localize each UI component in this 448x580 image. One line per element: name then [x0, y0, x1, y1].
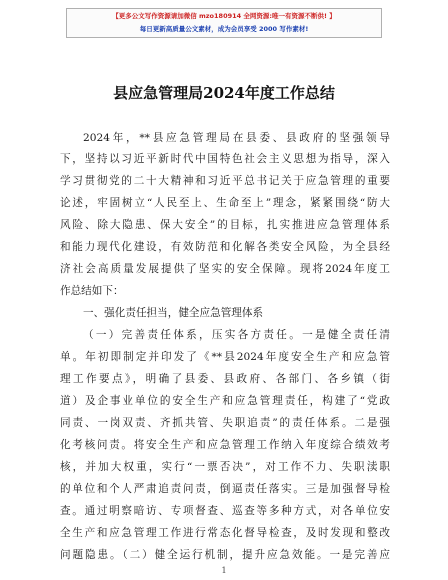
- body-line: 核，并加大权重，实行“一票否决”，对工作不力、失职渎职: [60, 461, 390, 473]
- body-line: 风险、除大隐患、保大安全”的目标，扎实推进应急管理体系: [60, 219, 390, 231]
- promo-banner: [66, 8, 382, 38]
- body-line: 道）及企事业单位的安全生产和应急管理责任，构建了“党政: [60, 395, 390, 407]
- body-line: 单。年初即制定并印发了《**县2024年度安全生产和应急管: [60, 351, 390, 363]
- promo-banner-line-1: 【更多公文写作资源请加微信 mzo180914 全网资源:唯一有资源不断供! 】: [112, 12, 336, 20]
- body-line: （一）完善责任体系，压实各方责任。一是健全责任清: [83, 329, 390, 341]
- section-heading: 一、强化责任担当，健全应急管理体系: [83, 307, 264, 319]
- body-line: 济社会高质量发展提供了坚实的安全保障。现将2024年度工: [60, 263, 390, 275]
- body-line: 化考核问责。将安全生产和应急管理工作纳入年度综合绩效考: [60, 439, 390, 451]
- body-line: 同责、一岗双责、齐抓共管、失职追责”的责任体系。二是强: [60, 417, 390, 429]
- body-line: 查。通过明察暗访、专项督查、巡查等多种方式，对各单位安: [60, 505, 390, 517]
- body-line: 全生产和应急管理工作进行常态化督导检查，及时发现和整改: [60, 527, 390, 539]
- body-line: 理工作要点》，明确了县委、县政府、各部门、各乡镇（街: [60, 373, 390, 385]
- body-line: 作总结如下：: [60, 285, 124, 297]
- body-line: 和能力现代化建设，有效防范和化解各类安全风险，为全县经: [60, 241, 390, 253]
- document-title: 县应急管理局2024年度工作总结: [113, 84, 335, 102]
- body-line: 学习贯彻党的二十大精神和习近平总书记关于应急管理的重要: [60, 175, 390, 187]
- page-number: 1: [221, 566, 227, 575]
- body-line: 的单位和个人严肃追责问责，倒逼责任落实。三是加强督导检: [60, 483, 390, 495]
- body-line: 论述，牢固树立“人民至上、生命至上”理念，紧紧围绕“防大: [60, 197, 390, 209]
- body-line: 下，坚持以习近平新时代中国特色社会主义思想为指导，深入: [60, 153, 390, 165]
- body-line: 2024年，**县应急管理局在县委、县政府的坚强领导: [83, 132, 390, 144]
- body-line: 问题隐患。（二）健全运行机制，提升应急效能。一是完善应: [60, 549, 390, 561]
- promo-banner-line-2: 每日更新高质量公文素材，成为会员享受 2000 写作素材!: [139, 25, 309, 33]
